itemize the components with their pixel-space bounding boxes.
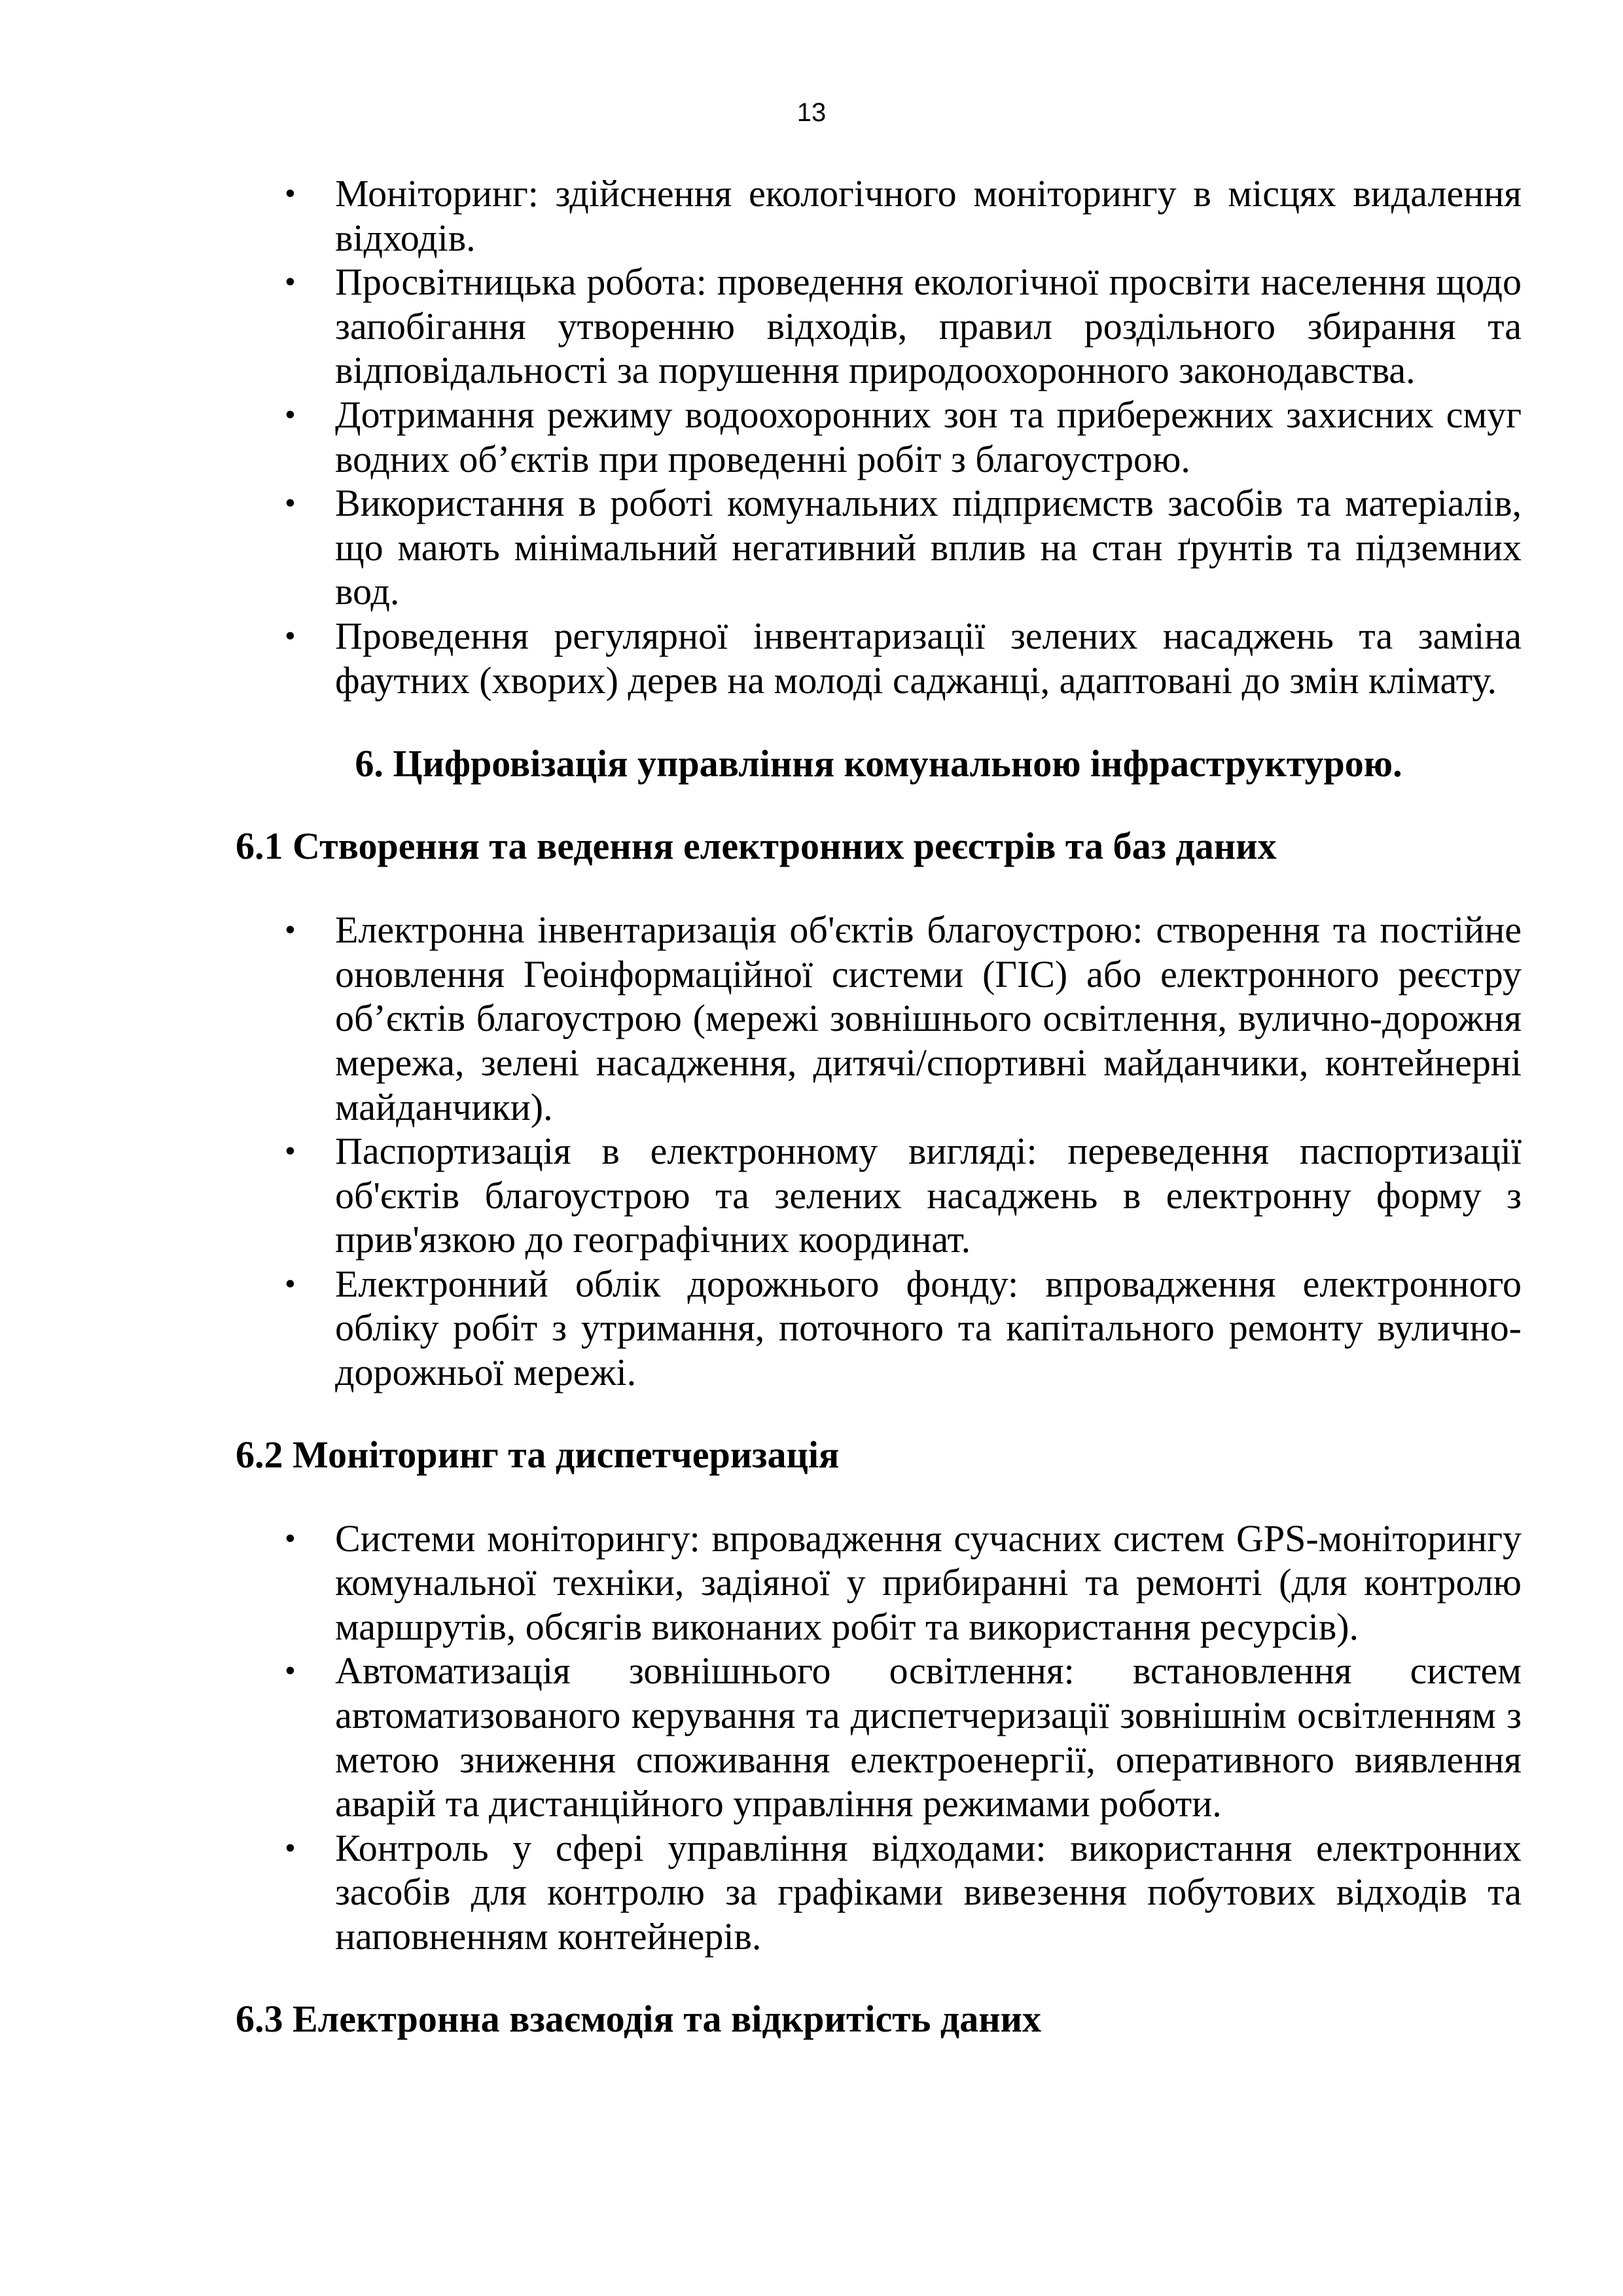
- bullet-icon: •: [285, 264, 296, 300]
- section-6-1-bullet-list: [236, 908, 1522, 1395]
- intro-bullet-list: [236, 171, 1522, 702]
- section-6-1-heading: 6.1 Створення та ведення електронних реєстрів та баз даних: [236, 825, 1277, 868]
- list-item: • Використання в роботі комунальних підприємств засобів та матеріалів, що мають мінімальний негативний вплив на стан ґрунтів та підземних вод.: [285, 482, 1522, 613]
- bullet-icon: •: [285, 1830, 296, 1865]
- bullet-icon: •: [285, 486, 296, 521]
- bullet-icon: •: [285, 1520, 296, 1556]
- section-6-2-heading: 6.2 Моніторинг та диспетчеризація: [236, 1433, 840, 1476]
- page-number: 13: [796, 98, 827, 127]
- bullet-icon: •: [285, 1266, 296, 1301]
- list-item: • Системи моніторингу: впровадження сучасних систем GPS-моніторингу комунальної техніки, задіяної у прибиранні та ремонті (для контролю маршрутів, обсягів виконаних робіт та використання ресурсів).: [285, 1516, 1522, 1648]
- bullet-icon: •: [285, 912, 296, 948]
- list-item: • Паспортизація в електронному вигляді: переведення паспортизації об'єктів благоустрою та зелених насаджень в електронну форму з прив'язкою до географічних координат.: [285, 1130, 1522, 1261]
- section-6-3-heading: 6.3 Електронна взаємодія та відкритість даних: [236, 1997, 1042, 2040]
- list-item: • Електронна інвентаризація об'єктів благоустрою: створення та постійне оновлення Геоінформаційної системи (ГІС) або електронного реєстру об’єктів благоустрою (мережі зовнішнього освітлення, вулично-дорожня мережа, зелені насадження, дитячі/спортивні майданчики, контейнерні майданчики).: [285, 908, 1522, 1128]
- bullet-icon: •: [285, 1653, 296, 1689]
- list-item: • Просвітницька робота: проведення екологічної просвіти населення щодо запобігання утворенню відходів, правил роздільного збирання та відповідальності за порушення природоохоронного законодавства.: [285, 260, 1522, 392]
- section-6-2-bullet-list: [236, 1516, 1522, 1959]
- list-item: • Контроль у сфері управління відходами: використання електронних засобів для контролю за графіками вивезення побутових відходів та наповненням контейнерів.: [285, 1826, 1522, 1958]
- list-item: • Автоматизація зовнішнього освітлення: встановлення систем автоматизованого керування та диспетчеризації зовнішнім освітленням з метою зниження споживання електроенергії, оперативного виявлення аварій та дистанційного управління режимами роботи.: [285, 1649, 1522, 1825]
- bullet-icon: •: [285, 397, 296, 432]
- list-item: • Електронний облік дорожнього фонду: впровадження електронного обліку робіт з утримання, поточного та капітального ремонту вулично-дорожньої мережі.: [285, 1262, 1522, 1394]
- section-6-heading: 6. Цифровізація управління комунальною інфраструктурою.: [355, 742, 1402, 785]
- bullet-icon: •: [285, 1134, 296, 1169]
- bullet-icon: •: [285, 176, 296, 211]
- list-item: • Проведення регулярної інвентаризації зелених насаджень та заміна фаутних (хворих) дерев на молоді саджанці, адаптовані до змін клімату.: [285, 614, 1522, 702]
- page-content: [236, 171, 1522, 2041]
- list-item: • Моніторинг: здійснення екологічного моніторингу в місцях видалення відходів.: [285, 172, 1522, 259]
- list-item: • Дотримання режиму водоохоронних зон та прибережних захисних смуг водних об’єктів при проведенні робіт з благоустрою.: [285, 393, 1522, 480]
- bullet-icon: •: [285, 618, 296, 653]
